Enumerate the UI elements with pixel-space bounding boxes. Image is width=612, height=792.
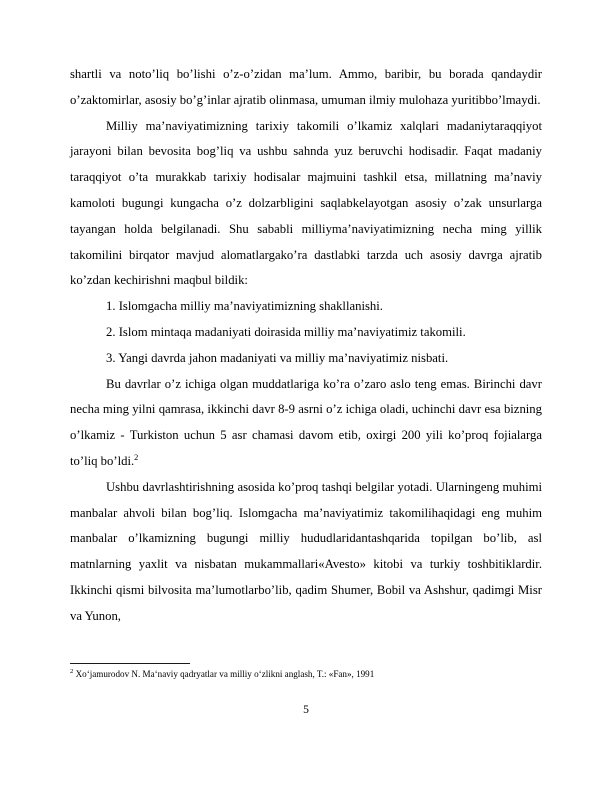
list-item: 2. Islom mintaqa madaniyati doirasida milliy ma’naviyatimiz takomili.	[106, 324, 466, 339]
footnote-text: Xo‘jamurodov N. Ma‘naviy qadryatlar va milliy o‘zlikni anglash, T.: «Fan», 1991	[75, 669, 375, 679]
paragraph: Milliy ma’naviyatimizning tarixiy takomili o’lkamiz xalqlari madaniytaraqqiyot jarayoni bilan bevosita bog’liq va ushbu sahnda yuz beruvchi hodisadir. Faqat madaniy taraqqiyot o’ta murakkab tarixiy hodisalar majmuini tashkil etsa, millatning ma’naviy kamoloti bugungi kungacha o’z dolzarbligini saqlabkelayotgan asosiy o’zak unsurlarga tayangan holda belgilanadi. Shu sababli milliyma’naviyatimizning necha ming yillik takomilini birqator mavjud alomatlargako’ra dastlabki tarzda uch asosiy davrga ajratib ko’zdan kechirishni maqbul bildik:	[70, 118, 542, 288]
footnote-reference[interactable]: 2	[134, 452, 139, 462]
numbered-list	[70, 294, 542, 371]
footnote	[70, 668, 542, 680]
paragraph: shartli va noto’liq bo’lishi o’z-o’zidan ma’lum. Ammo, baribir, bu borada qandaydir o’zaktomirlar, asosiy bo’g’inlar ajratib olinmasa, umuman ilmiy mulohaza yuritibbo’lmaydi.	[70, 67, 542, 107]
footnote-marker: 2	[70, 667, 74, 675]
paragraph	[70, 372, 542, 475]
page-number: 5	[303, 703, 309, 716]
paragraph: Ushbu davrlashtirishning asosida ko’proq tashqi belgilar yotadi. Ularningeng muhimi manbalar ahvoli bilan bog’liq. Islomgacha ma’naviyatimiz takomilihaqidagi eng muhim manbalar o’lkamizning bugungi milliy hududlaridantashqarida topilgan bo’lib, asl matnlarning yaxlit va nisbatan mukammallari«Avesto» kitobi va turkiy toshbitiklardir. Ikkinchi qismi bilvosita ma’lumotlarbo’lib, qadim Shumer, Bobil va Ashshur, qadimgi Misr va Yunon,	[70, 479, 542, 623]
list-item: 3. Yangi davrda jahon madaniyati va milliy ma’naviyatimiz nisbati.	[106, 350, 449, 365]
footnote-separator	[70, 663, 190, 664]
page-body	[70, 62, 542, 630]
footnote-area	[70, 663, 542, 680]
list-item: 1. Islomgacha milliy ma’naviyatimizning shakllanishi.	[106, 299, 383, 314]
paragraph-text: Bu davrlar o’z ichiga olgan muddatlariga ko’ra o’zaro aslo teng emas. Birinchi davr necha ming yilni qamrasa, ikkinchi davr 8-9 asrni o’z ichiga oladi, uchinchi davr esa bizning o’lkamiz - Turkiston uchun 5 asr chamasi davom etib, oxirgi 200 yili ko’proq fojialarga to’liq bo’ldi.	[70, 376, 542, 468]
